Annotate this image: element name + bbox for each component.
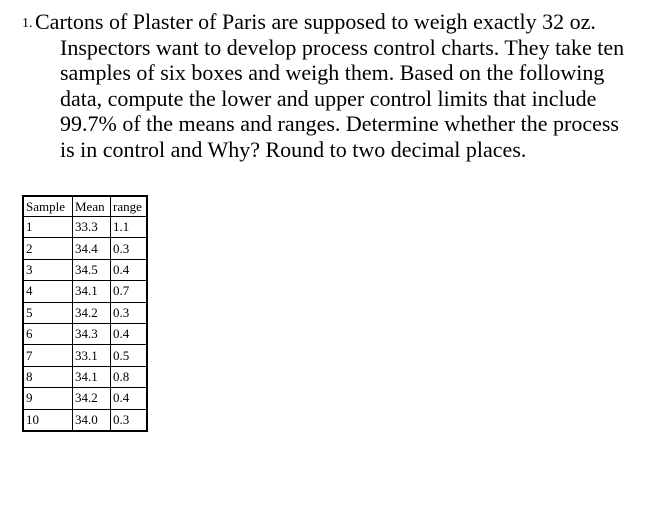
table-row xyxy=(23,217,147,238)
cell-range: 1.1 xyxy=(111,217,148,238)
table-row xyxy=(23,345,147,366)
cell-mean: 34.1 xyxy=(73,366,111,387)
cell-sample: 5 xyxy=(23,302,73,323)
cell-sample: 4 xyxy=(23,281,73,302)
data-table xyxy=(22,195,148,432)
cell-sample: 7 xyxy=(23,345,73,366)
cell-mean: 34.2 xyxy=(73,302,111,323)
table-row xyxy=(23,388,147,409)
cell-mean: 33.3 xyxy=(73,217,111,238)
header-mean: Mean xyxy=(73,196,111,217)
cell-mean: 34.2 xyxy=(73,388,111,409)
cell-range: 0.4 xyxy=(111,259,148,280)
cell-mean: 33.1 xyxy=(73,345,111,366)
cell-range: 0.5 xyxy=(111,345,148,366)
cell-mean: 34.1 xyxy=(73,281,111,302)
cell-sample: 8 xyxy=(23,366,73,387)
cell-range: 0.4 xyxy=(111,323,148,344)
table-row xyxy=(23,281,147,302)
cell-range: 0.3 xyxy=(111,238,148,259)
cell-sample: 3 xyxy=(23,259,73,280)
cell-mean: 34.5 xyxy=(73,259,111,280)
cell-range: 0.3 xyxy=(111,409,148,431)
question-line: Inspectors want to develop process control charts. They take ten xyxy=(60,34,625,60)
cell-range: 0.7 xyxy=(111,281,148,302)
cell-range: 0.4 xyxy=(111,388,148,409)
table-row xyxy=(23,238,147,259)
table-row xyxy=(23,302,147,323)
header-sample: Sample xyxy=(23,196,73,217)
cell-sample: 2 xyxy=(23,238,73,259)
table-header-row xyxy=(23,196,147,217)
question-number: 1. xyxy=(22,16,33,31)
cell-sample: 1 xyxy=(23,217,73,238)
cell-sample: 9 xyxy=(23,388,73,409)
question-line: samples of six boxes and weigh them. Based on the following xyxy=(60,60,605,85)
table-row xyxy=(23,409,147,431)
question-line: Cartons of Plaster of Paris are supposed to weigh exactly 32 oz. xyxy=(35,9,596,34)
cell-mean: 34.3 xyxy=(73,323,111,344)
cell-sample: 6 xyxy=(23,323,73,344)
cell-sample: 10 xyxy=(23,409,73,431)
question-line: is in control and Why? Round to two decimal places. xyxy=(60,136,527,162)
table-row xyxy=(23,366,147,387)
question-text xyxy=(22,9,652,162)
table-row xyxy=(23,259,147,280)
cell-range: 0.3 xyxy=(111,302,148,323)
table-row xyxy=(23,323,147,344)
question-line: data, compute the lower and upper control limits that include xyxy=(60,85,597,111)
cell-mean: 34.4 xyxy=(73,238,111,259)
cell-mean: 34.0 xyxy=(73,409,111,431)
cell-range: 0.8 xyxy=(111,366,148,387)
question-line: 99.7% of the means and ranges. Determine whether the process xyxy=(60,111,619,136)
header-range: range xyxy=(111,196,148,217)
